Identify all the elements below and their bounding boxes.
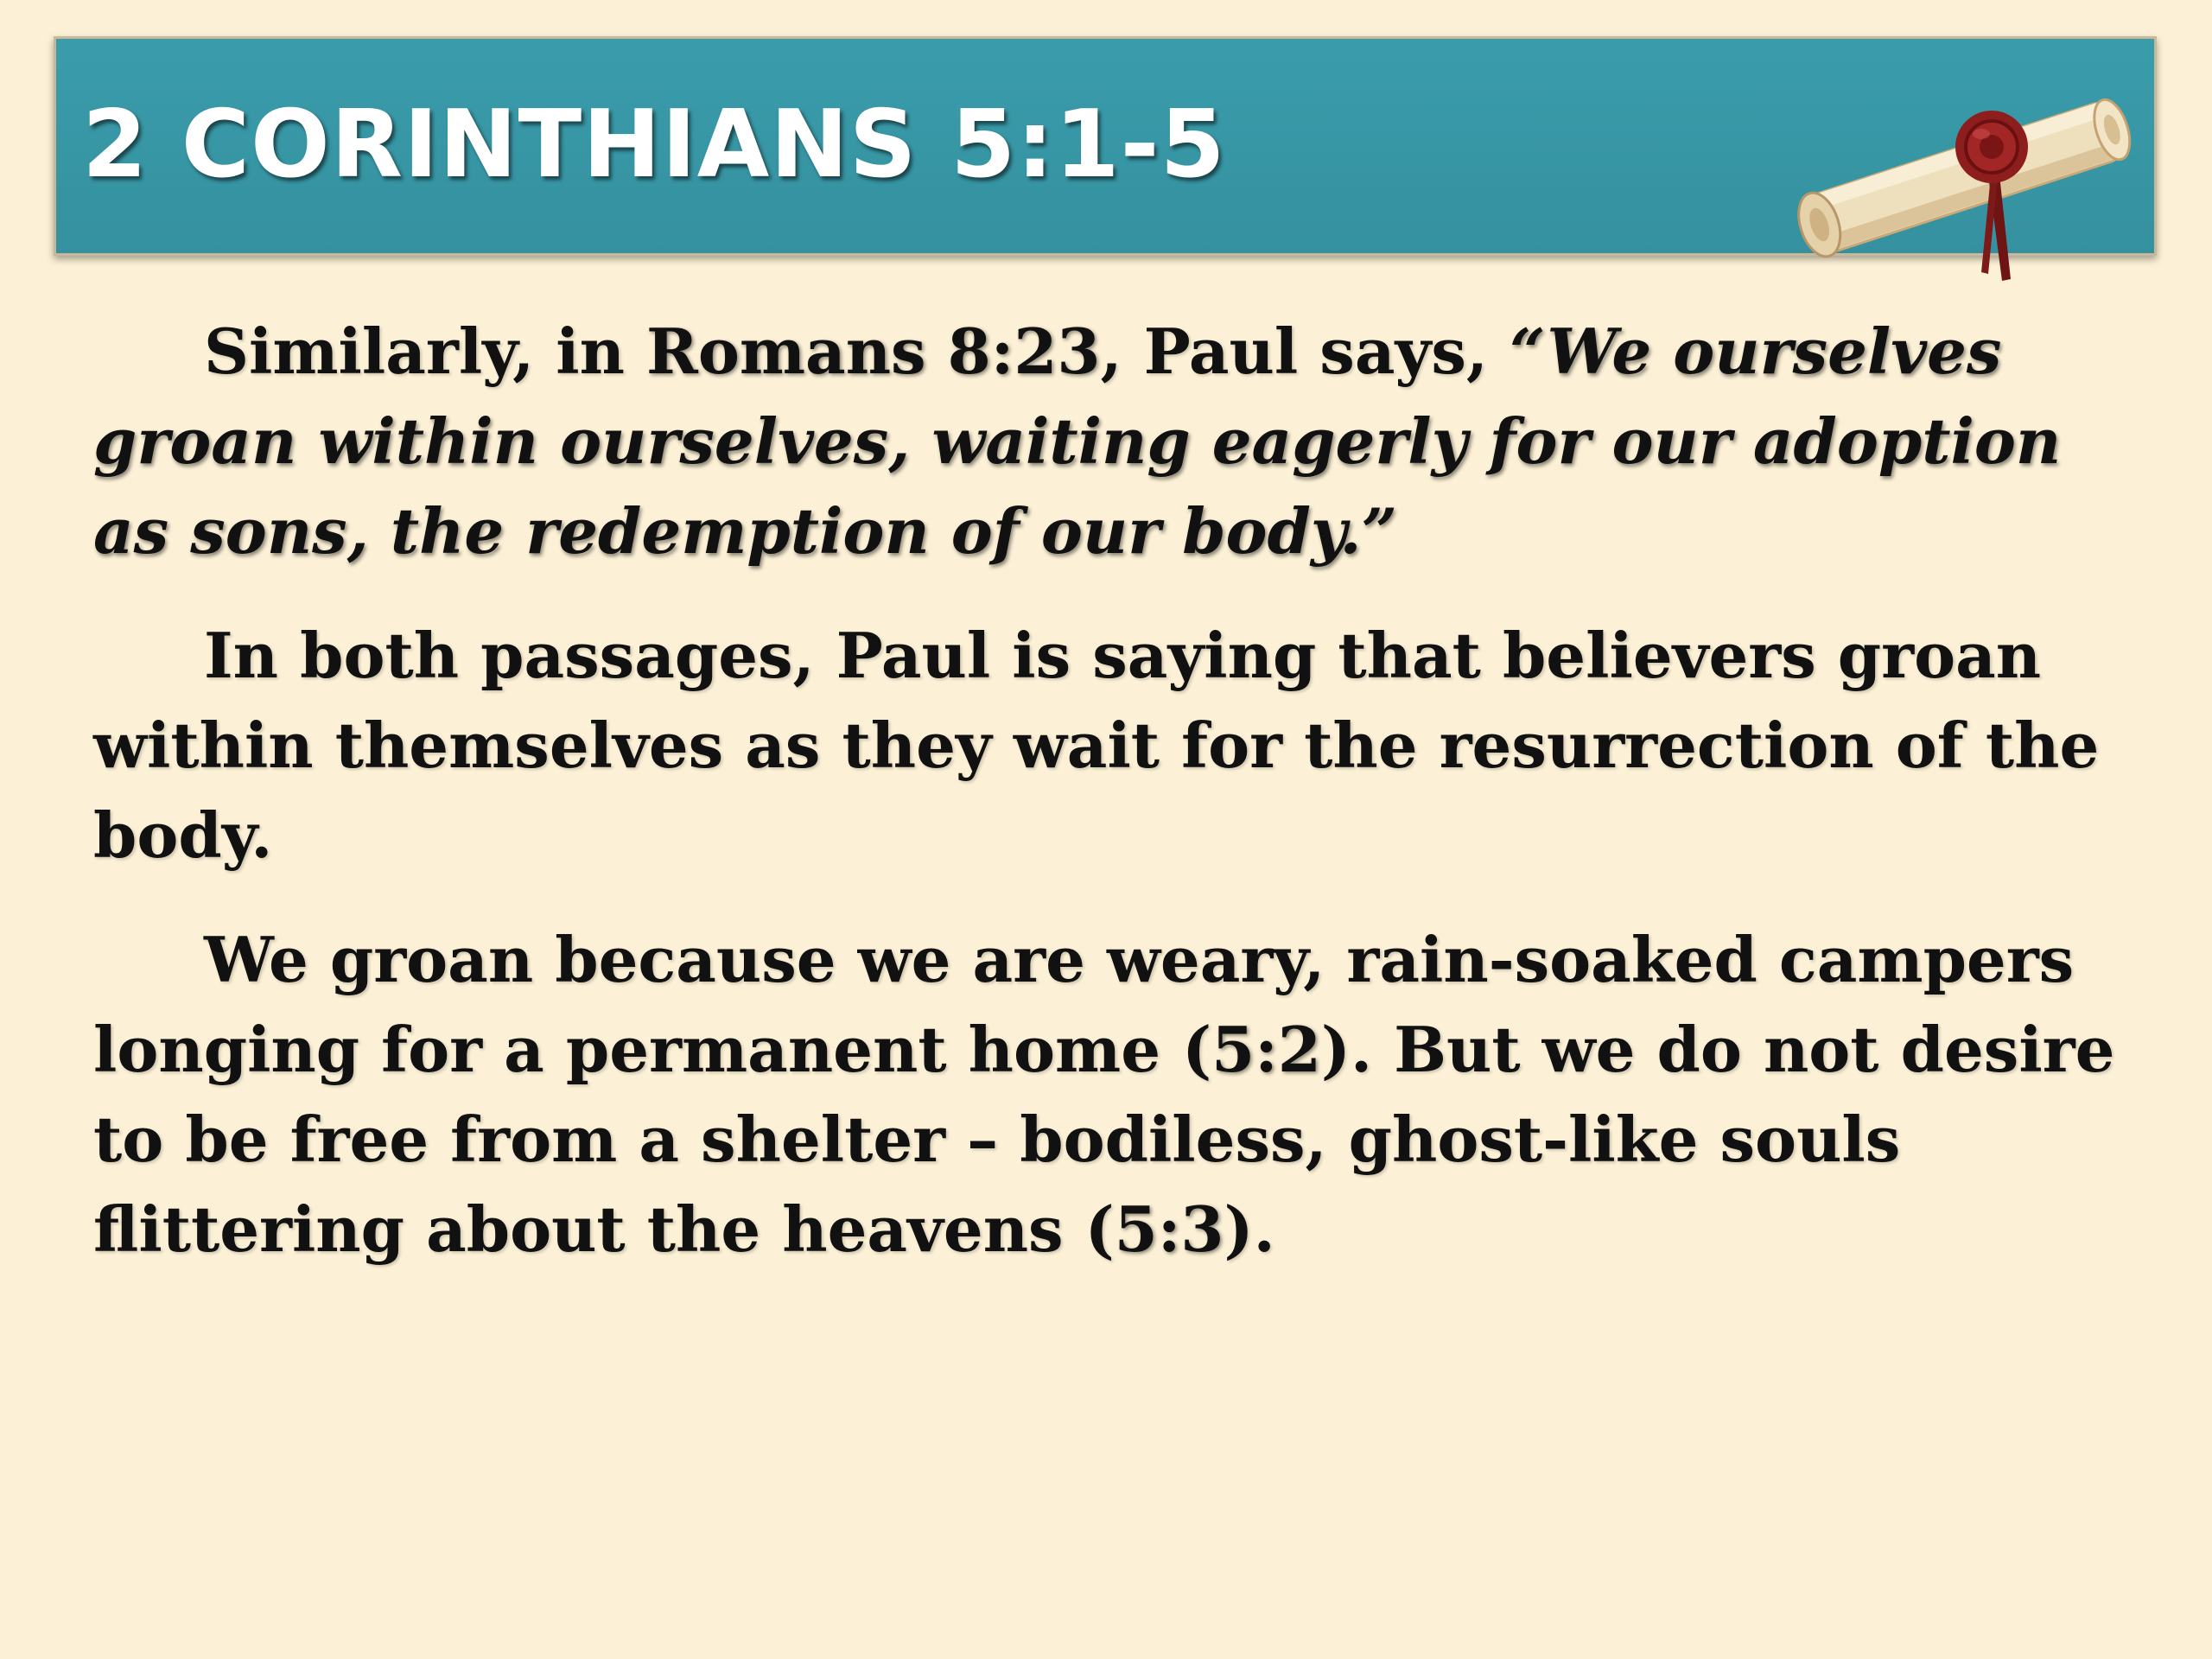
scripture-reference-romans: Romans 8:23 [646, 315, 1101, 388]
p2-text: In both passages, Paul is saying that believers groan within themselves as they wait for the resurrection of the body. [93, 619, 2100, 872]
title-banner [54, 36, 2157, 256]
paragraph-we-groan [93, 915, 2141, 1274]
paragraph-both-passages [93, 611, 2141, 880]
scripture-reference-5-3: 5:3 [1114, 1192, 1224, 1266]
p3-end-text: ). [1224, 1192, 1275, 1266]
slide-title: 2 CORINTHIANS 5:1-5 [82, 91, 1226, 199]
p1-lead-text: Similarly, in [204, 315, 647, 388]
p1-mid-text: , Paul says, [1100, 315, 1510, 388]
slide-body [93, 307, 2141, 1309]
p3-mid-text: ). But we do not desire to be free from a shelter – bodiless, ghost-like souls flittering about the heavens ( [93, 1013, 2115, 1266]
scroll-with-wax-seal-icon [1776, 65, 2156, 289]
p3-lead-text: We groan because we are weary, rain-soaked campers longing for a permanent home ( [93, 923, 2075, 1086]
paragraph-romans-quote [93, 307, 2141, 576]
scripture-quote: “We ourselves groan within ourselves, waiting eagerly for our adoption as sons, the redemption of our body.” [93, 315, 2062, 568]
scripture-reference-5-2: 5:2 [1211, 1013, 1321, 1086]
